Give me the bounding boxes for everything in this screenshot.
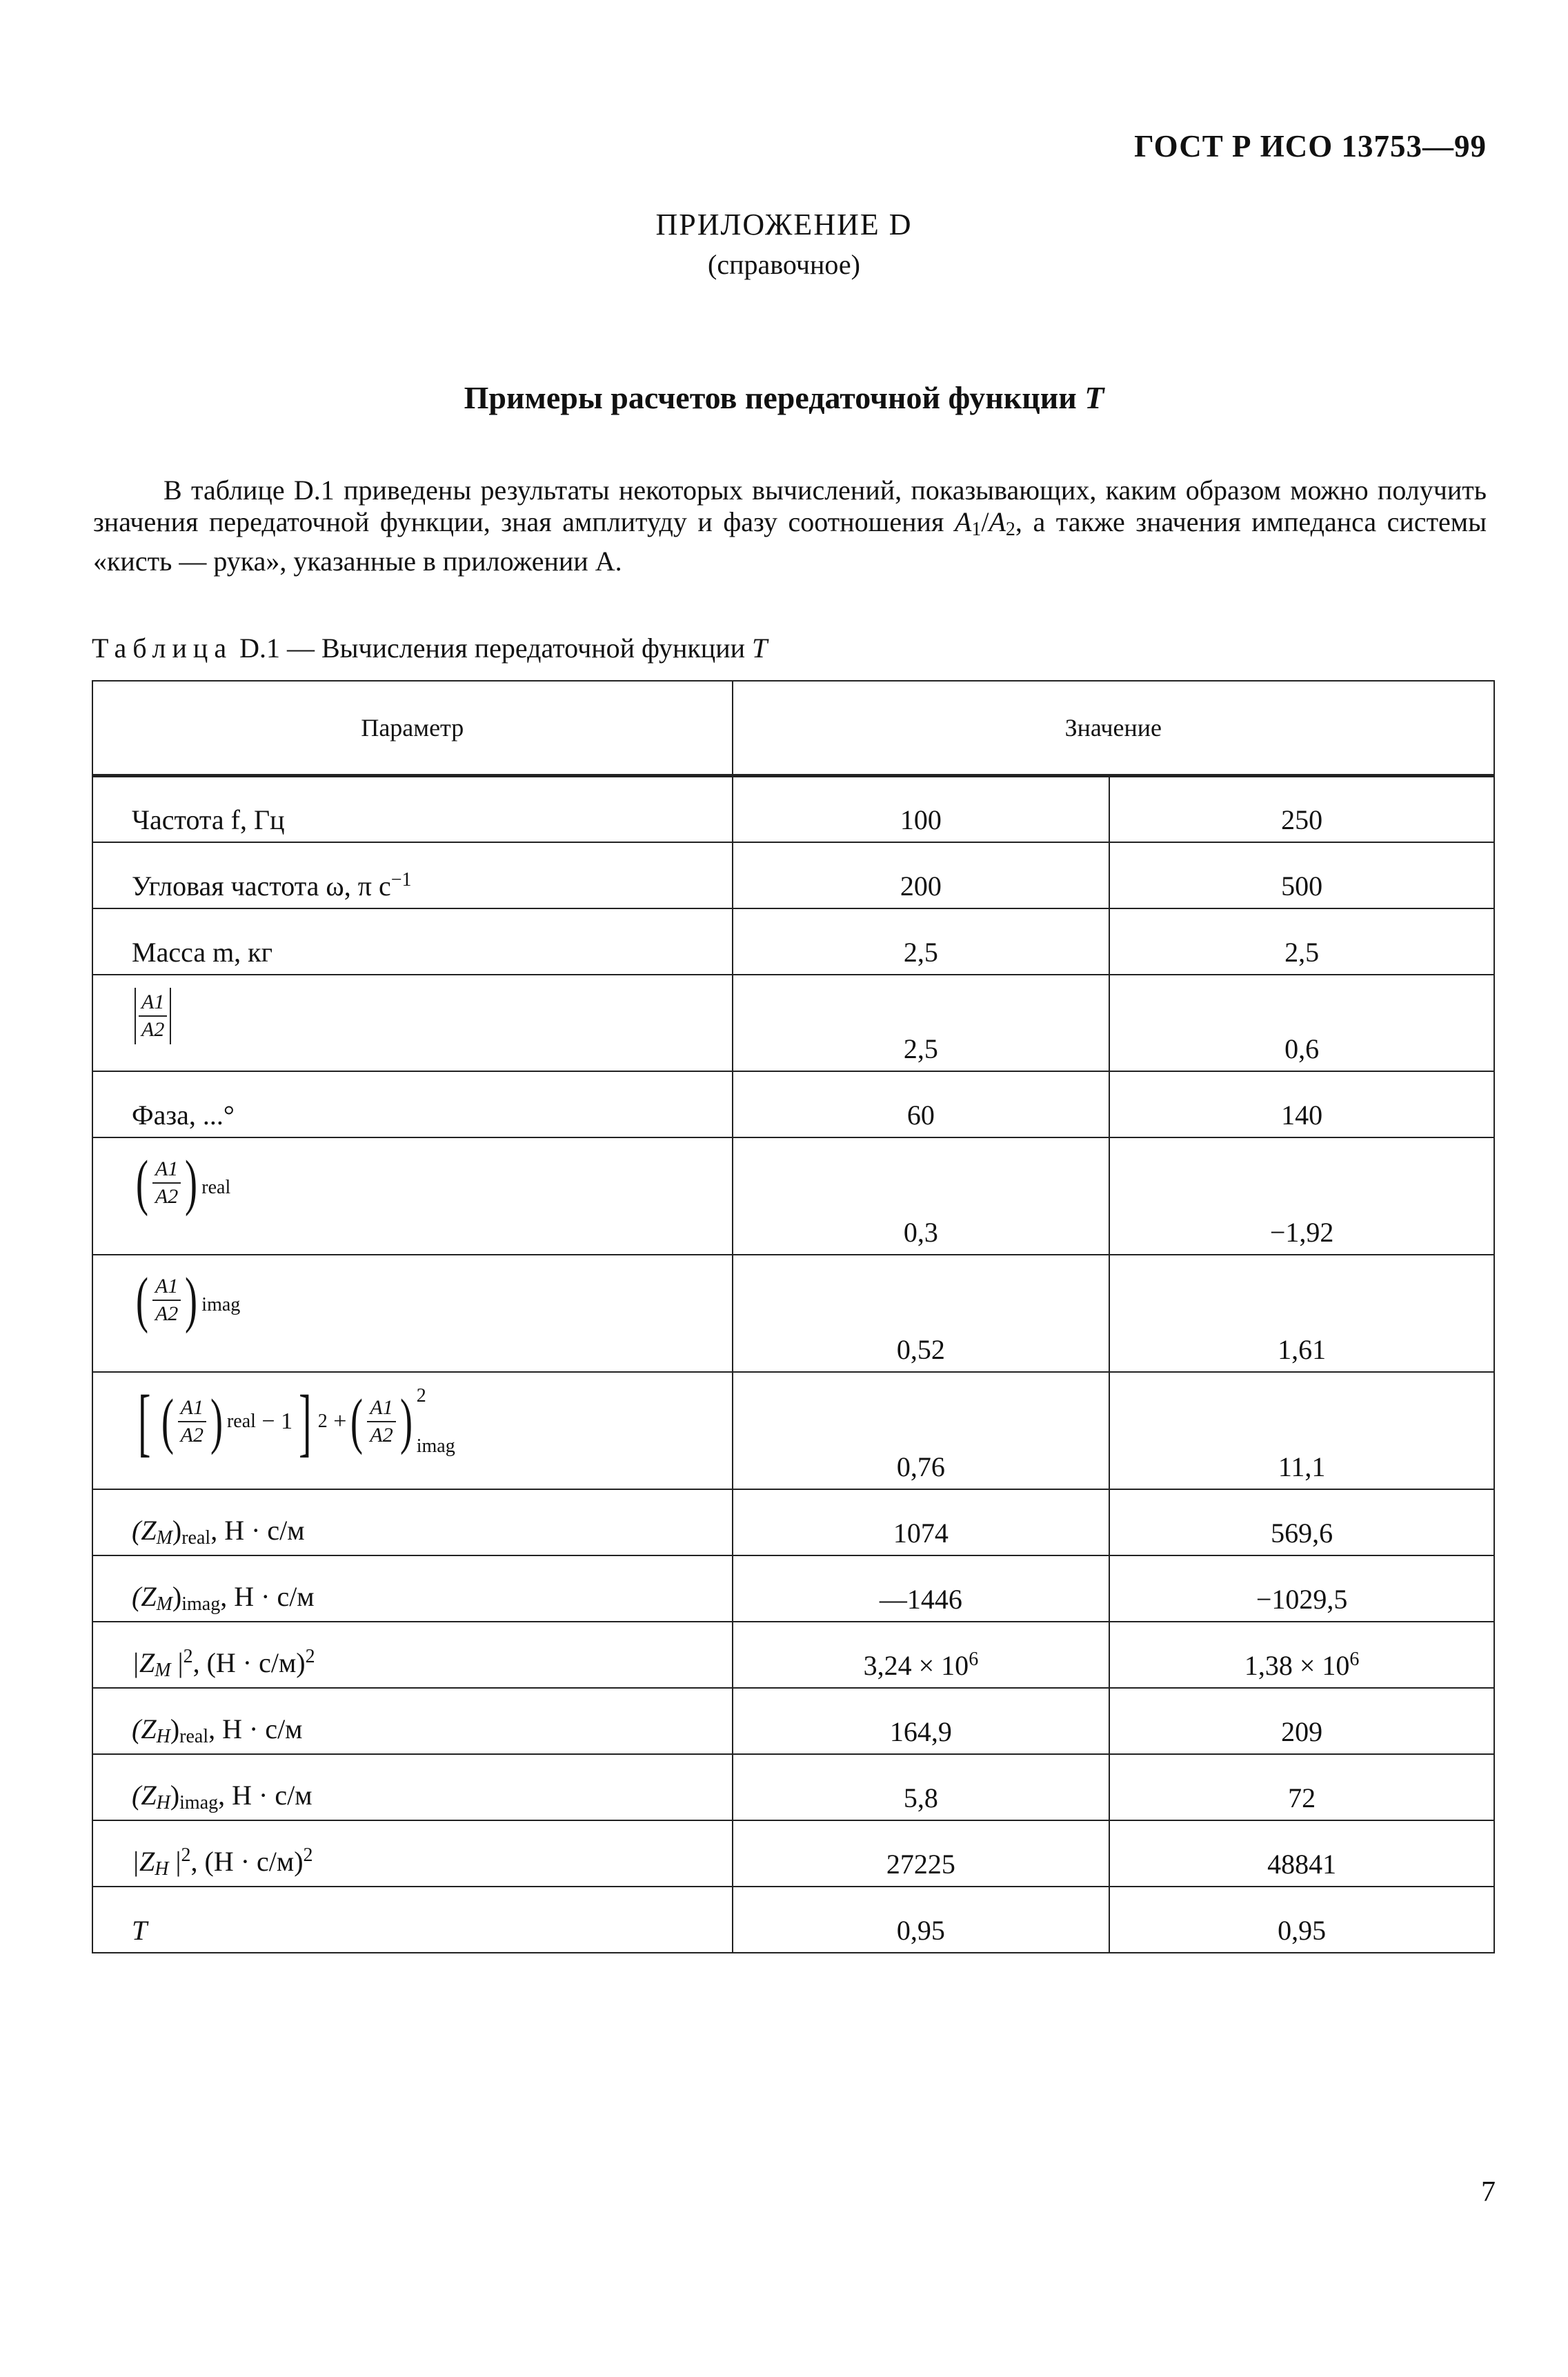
fraction-numerator: A1: [367, 1398, 395, 1422]
row-label: [92, 1754, 733, 1820]
row-value-1: 0,3: [733, 1137, 1110, 1255]
label-unit: , Н · с/м: [210, 1514, 305, 1546]
row-label: [92, 1555, 733, 1622]
label-main: (Z: [132, 1514, 157, 1546]
intro-ratio-a1: A: [954, 506, 972, 537]
table-row: [92, 1555, 1494, 1622]
paren-right: ): [210, 1386, 223, 1455]
row-value-2: 209: [1109, 1688, 1494, 1754]
label-msub: H: [156, 1725, 170, 1747]
table-row: [92, 1820, 1494, 1887]
label-close: ): [172, 1514, 182, 1546]
table-row: [92, 776, 1494, 842]
paren-left: (: [161, 1386, 174, 1455]
row-value-2: 1,61: [1109, 1255, 1494, 1372]
label-unit: , Н · с/м: [218, 1779, 312, 1811]
table-row: [92, 1255, 1494, 1372]
label-msub: H: [155, 1858, 169, 1880]
table-row: [92, 1489, 1494, 1555]
row-label: [92, 1489, 733, 1555]
fraction-denominator: A2: [370, 1423, 393, 1446]
table-caption-text: D.1 — Вычисления передаточной функции: [232, 633, 753, 664]
table-row: [92, 1754, 1494, 1820]
table-caption: [92, 632, 767, 664]
intro-ratio-sub1: 1: [971, 519, 982, 540]
row-label: T: [92, 1887, 733, 1953]
row-value-2: 569,6: [1109, 1489, 1494, 1555]
paren-left: (: [135, 1148, 148, 1217]
label-close: ): [172, 1580, 182, 1612]
value-exponent: 6: [969, 1648, 979, 1670]
label-unit-sup: 2: [305, 1645, 315, 1667]
ratio-fraction: [178, 1395, 206, 1446]
ratio-fraction: [139, 992, 167, 1040]
label-msub: M: [155, 1659, 171, 1681]
row-value-1: 1074: [733, 1489, 1110, 1555]
label-msub: H: [156, 1791, 170, 1813]
row-label: [92, 842, 733, 908]
value-exponent: 6: [1349, 1648, 1360, 1670]
label-sup: 2: [183, 1645, 193, 1667]
label-unit-sup: 2: [303, 1844, 313, 1866]
standard-code: ГОСТ Р ИСО 13753—99: [1134, 129, 1487, 163]
formula-sub-real: real: [226, 1410, 256, 1432]
label-close: ): [170, 1713, 180, 1744]
bracket-right: ]: [299, 1379, 312, 1464]
row-label: [92, 1137, 733, 1255]
label-sub: real: [179, 1725, 209, 1747]
row-value-2: [1109, 1622, 1494, 1688]
row-label-sub: real: [201, 1176, 231, 1198]
row-label: [92, 975, 733, 1071]
row-value-2: 0,6: [1109, 975, 1494, 1071]
table-row: [92, 842, 1494, 908]
paren-left: (: [135, 1265, 148, 1334]
row-value-2: 72: [1109, 1754, 1494, 1820]
row-value-2: 11,1: [1109, 1372, 1494, 1489]
table-caption-var: T: [752, 633, 768, 664]
formula-minus-one: − 1: [261, 1408, 293, 1434]
table-row: [92, 1887, 1494, 1953]
row-label: Масса m, кг: [92, 908, 733, 975]
label-sub: imag: [181, 1593, 221, 1615]
magnitude-formula: [132, 1379, 455, 1464]
table-row: [92, 1071, 1494, 1137]
paren-left: (: [350, 1386, 364, 1455]
label-msub: M: [156, 1526, 172, 1549]
row-value-2: −1,92: [1109, 1137, 1494, 1255]
row-value-2: 140: [1109, 1071, 1494, 1137]
formula-sup-2: 2: [416, 1384, 426, 1406]
ratio-fraction: [152, 1159, 181, 1207]
label-msub: M: [156, 1593, 172, 1615]
formula-script-pair: [417, 1386, 455, 1458]
row-value-1: 5,8: [733, 1754, 1110, 1820]
row-value-1: 2,5: [733, 908, 1110, 975]
row-label: Частота f, Гц: [92, 776, 733, 842]
value-mantissa: 1,38 × 10: [1244, 1649, 1350, 1681]
header-value: Значение: [733, 681, 1494, 776]
row-value-2: 0,95: [1109, 1887, 1494, 1953]
row-value-1: 2,5: [733, 975, 1110, 1071]
row-value-1: 0,76: [733, 1372, 1110, 1489]
table-row: [92, 1137, 1494, 1255]
table-row: [92, 975, 1494, 1071]
row-value-1: 200: [733, 842, 1110, 908]
row-label: [92, 1820, 733, 1887]
label-unit: , Н · с/м: [220, 1580, 315, 1612]
label-close: |: [168, 1845, 181, 1877]
fraction-numerator: A1: [152, 1276, 181, 1301]
row-value-1: 60: [733, 1071, 1110, 1137]
row-label: [92, 1372, 733, 1489]
annex-subtitle: (справочное): [708, 249, 860, 280]
label-unit: , (Н · с/м): [192, 1647, 306, 1678]
page-number: 7: [1481, 2176, 1496, 2208]
row-value-2: 2,5: [1109, 908, 1494, 975]
fraction-denominator: A2: [155, 1302, 179, 1325]
row-value-2: 250: [1109, 776, 1494, 842]
fraction-numerator: A1: [152, 1159, 181, 1184]
intro-part2: , а также значения импеданса системы «кисть — рука», указанные в приложении А.: [93, 506, 1487, 577]
row-label-sub: imag: [201, 1293, 241, 1315]
formula-sup-1: 2: [317, 1410, 328, 1432]
paren-right: ): [399, 1386, 413, 1455]
intro-part1: В таблице D.1 приведены результаты некоторых вычислений, показывающих, каким образом можно получить значения передаточной функции, зная амплитуду и фазу соотношения: [93, 475, 1487, 537]
row-value-1: —1446: [733, 1555, 1110, 1622]
label-close: ): [170, 1779, 180, 1811]
table-row: [92, 1372, 1494, 1489]
label-main: |Z: [132, 1845, 155, 1877]
row-value-1: 164,9: [733, 1688, 1110, 1754]
table-row: [92, 908, 1494, 975]
label-sup: 2: [181, 1844, 191, 1866]
label-main: (Z: [132, 1713, 157, 1744]
paren-right: ): [185, 1148, 198, 1217]
row-value-1: 27225: [733, 1820, 1110, 1887]
intro-ratio-sub2: 2: [1005, 519, 1015, 540]
fraction-denominator: A2: [155, 1184, 179, 1208]
label-main: |Z: [132, 1647, 155, 1678]
section-title: [0, 379, 1568, 416]
row-label-text: Угловая частота ω, π с: [132, 870, 391, 902]
ratio-fraction: [152, 1276, 181, 1324]
row-label: [92, 1622, 733, 1688]
abs-bar-left: [135, 988, 136, 1044]
value-mantissa: 3,24 × 10: [863, 1649, 969, 1681]
table-caption-label: Таблица: [92, 633, 233, 664]
formula-plus: +: [333, 1408, 347, 1434]
label-unit: , Н · с/м: [208, 1713, 303, 1744]
fraction-numerator: A1: [178, 1398, 206, 1422]
abs-bar-right: [170, 988, 171, 1044]
intro-paragraph: [93, 475, 1487, 577]
section-title-var: T: [1084, 380, 1104, 415]
row-value-2: −1029,5: [1109, 1555, 1494, 1622]
label-close: |: [170, 1647, 183, 1678]
row-value-1: 0,52: [733, 1255, 1110, 1372]
label-sub: imag: [179, 1791, 219, 1813]
fraction-denominator: A2: [180, 1423, 204, 1446]
section-title-text: Примеры расчетов передаточной функции: [464, 380, 1077, 415]
label-sub: real: [181, 1526, 211, 1549]
label-main: (Z: [132, 1779, 157, 1811]
label-unit: , (Н · с/м): [190, 1845, 304, 1877]
table-row: [92, 1622, 1494, 1688]
intro-ratio-slash: /: [981, 506, 989, 537]
paren-right: ): [185, 1265, 198, 1334]
label-main: (Z: [132, 1580, 157, 1612]
row-value-1: [733, 1622, 1110, 1688]
row-value-1: 0,95: [733, 1887, 1110, 1953]
fraction-numerator: A1: [139, 992, 167, 1017]
row-label: [92, 1255, 733, 1372]
table-row: [92, 1688, 1494, 1754]
row-label: [92, 1688, 733, 1754]
formula-sub-imag: imag: [416, 1435, 455, 1457]
header-parameter: Параметр: [92, 681, 733, 776]
intro-ratio-a2: A: [989, 506, 1006, 537]
bracket-left: [: [138, 1379, 151, 1464]
ratio-fraction: [367, 1395, 395, 1446]
row-label-sup: −1: [390, 868, 412, 891]
row-label: Фаза, ...°: [92, 1071, 733, 1137]
table-header-row: [92, 681, 1494, 776]
transfer-function-table: [92, 680, 1495, 1953]
row-value-1: 100: [733, 776, 1110, 842]
fraction-denominator: A2: [141, 1017, 165, 1041]
annex-title: ПРИЛОЖЕНИЕ D: [655, 208, 913, 241]
row-value-2: 48841: [1109, 1820, 1494, 1887]
row-value-2: 500: [1109, 842, 1494, 908]
